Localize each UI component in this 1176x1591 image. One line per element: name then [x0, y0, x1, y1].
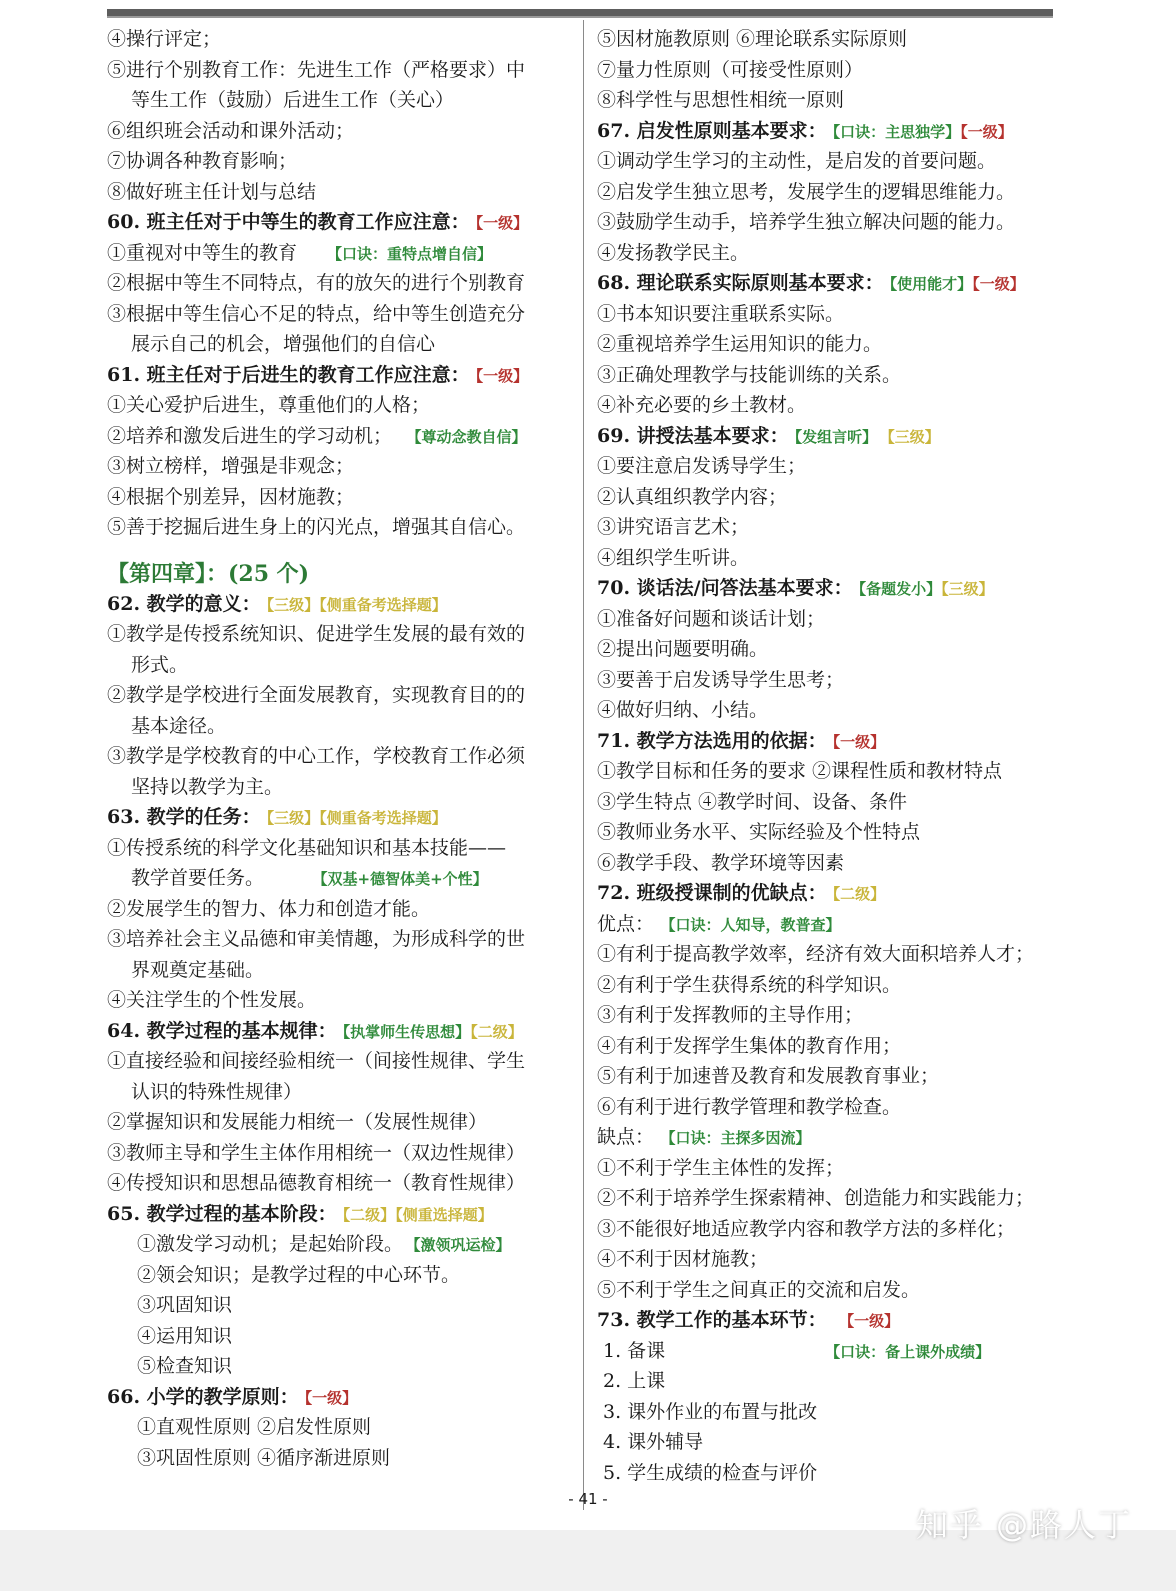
heading-text: 63. 教学的任务：: [107, 806, 261, 828]
text-line: ④组织学生听讲。: [597, 546, 750, 569]
text-line: 展示自己的机会，增强他们的自信心: [131, 333, 436, 355]
text-line: ④发扬教学民主。: [597, 241, 750, 264]
text-line: ④关注学生的个性发展。: [107, 989, 317, 1011]
text-line: ②不利于培养学生探索精神、创造能力和实践能力；: [597, 1187, 1035, 1209]
heading-text: 61. 班主任对于后进生的教育工作应注意：: [107, 363, 470, 386]
line-text: 教学首要任务。: [131, 867, 265, 889]
text-line: [107, 863, 573, 894]
mnemonic-tag: 【使用能才】: [889, 275, 973, 293]
section-heading-65: [107, 1199, 573, 1230]
focus-tag: 【侧重备考选择题】: [319, 809, 447, 827]
text-line: ②重视培养学生运用知识的能力。: [597, 333, 883, 355]
text-line: 5. 学生成绩的检查与评价: [603, 1461, 818, 1484]
text-line: 2. 上课: [603, 1370, 666, 1392]
heading-text: 69. 讲授法基本要求：: [597, 424, 789, 447]
text-line: ⑥有利于进行教学管理和教学检查。: [597, 1095, 902, 1118]
text-line: ④做好归纳、小结。: [597, 699, 769, 721]
level-tag: 【一级】: [475, 366, 529, 385]
text-line: ①教学目标和任务的要求 ②课程性质和教材特点: [597, 760, 1003, 782]
heading-text: 64. 教学过程的基本规律：: [107, 1019, 337, 1042]
text-line: [107, 421, 573, 452]
mnemonic-tag: 【双基+德智体美+个性】: [320, 870, 488, 888]
text-line: ④操行评定；: [107, 28, 222, 50]
text-line: [597, 909, 1067, 940]
chapter-heading: 【第四章】：(25 个): [107, 560, 310, 587]
text-line: ⑤有利于加速普及教育和发展教育事业；: [597, 1065, 940, 1087]
text-line: ③教师主导和学生主体作用相统一（双边性规律）: [107, 1141, 526, 1164]
level-tag: 【三级】: [266, 809, 320, 827]
section-heading-70: [597, 573, 1067, 604]
text-line: ③学生特点 ④教学时间、设备、条件: [597, 790, 908, 813]
level-tag: 【三级】: [941, 580, 994, 598]
line-text: 1. 备课: [603, 1339, 666, 1362]
section-heading-60: [107, 207, 573, 238]
text-line: ②提出问题要明确。: [597, 638, 769, 660]
mnemonic-tag: 【备题发小】: [858, 580, 942, 598]
page-number: - 41 -: [568, 1490, 608, 1508]
text-line: ②认真组织教学内容；: [597, 485, 788, 508]
mnemonic-tag: 【口诀：备上课外成绩】: [825, 1342, 991, 1361]
text-line: ①直接经验和间接经验相统一（间接性规律、学生: [107, 1050, 526, 1072]
level-tag: 【三级】: [887, 427, 940, 446]
line-text: 优点：: [597, 912, 655, 935]
right-column: [597, 24, 1067, 1488]
section-heading-64: [107, 1016, 573, 1047]
text-line: ④运用知识: [137, 1324, 233, 1347]
text-line: ②掌握知识和发展能力相统一（发展性规律）: [107, 1111, 488, 1133]
text-line: ④根据个别差异，因材施教；: [107, 485, 355, 508]
mnemonic-tag: 【口诀：主探多因流】: [668, 1129, 811, 1147]
heading-text: 71. 教学方法选用的依据：: [597, 729, 827, 752]
text-line: ③根据中等生信心不足的特点，给中等生创造充分: [107, 302, 526, 325]
mnemonic-tag: 【口诀：人知导，教普查】: [668, 915, 841, 934]
heading-text: 65. 教学过程的基本阶段：: [107, 1202, 337, 1225]
section-heading-67: [597, 116, 1067, 147]
section-heading-69: [597, 421, 1067, 452]
mnemonic-tag: 【激领巩运检】: [413, 1236, 511, 1254]
section-heading-72: [597, 878, 1067, 909]
mnemonic-tag: 【口诀：主思独学】: [832, 122, 961, 141]
heading-text: 62. 教学的意义：: [107, 592, 261, 615]
heading-text: 73. 教学工作的基本环节：: [597, 1309, 827, 1331]
text-line: ④传授知识和思想品德教育相统一（教育性规律）: [107, 1172, 526, 1194]
text-line: ①传授系统的科学文化基础知识和基本技能——: [107, 836, 507, 859]
text-line: ③培养社会主义品德和审美情趣，为形成科学的世: [107, 928, 526, 950]
text-line: ⑤进行个别教育工作：先进生工作（严格要求）中: [107, 58, 526, 81]
mnemonic-tag: 【口诀：重特点增自信】: [327, 244, 493, 263]
text-line: ⑥组织班会活动和课外活动；: [107, 119, 355, 142]
section-heading-73: [597, 1305, 1067, 1336]
text-line: ⑥教学手段、教学环境等因素: [597, 851, 845, 874]
text-line: ①准备好问题和谈话计划；: [597, 607, 826, 630]
level-tag: 【一级】: [960, 122, 1013, 141]
text-line: ①直观性原则 ②启发性原则: [137, 1416, 372, 1438]
text-line: 基本途径。: [131, 714, 227, 737]
heading-text: 72. 班级授课制的优缺点：: [597, 882, 827, 904]
text-line: ⑤因材施教原则 ⑥理论联系实际原则: [597, 28, 908, 50]
level-tag: 【一级】: [972, 275, 1025, 293]
line-text: ②培养和激发后进生的学习动机；: [107, 424, 393, 447]
level-tag: 【一级】: [832, 732, 886, 751]
text-line: ③树立榜样，增强是非观念；: [107, 455, 355, 477]
text-line: ①书本知识要注重联系实际。: [597, 302, 845, 325]
level-tag: 【三级】: [266, 595, 320, 614]
text-line: ⑤检查知识: [137, 1355, 233, 1377]
text-line: ③正确处理教学与技能训练的关系。: [597, 363, 902, 386]
mnemonic-tag: 【执掌师生传思想】: [342, 1022, 471, 1041]
text-line: ③要善于启发诱导学生思考；: [597, 668, 845, 691]
text-line: ①要注意启发诱导学生；: [597, 455, 807, 477]
heading-text: 68. 理论联系实际原则基本要求：: [597, 272, 884, 294]
level-tag: 【一级】: [304, 1388, 358, 1407]
text-line: [597, 1336, 1067, 1367]
text-line: ③鼓励学生动手，培养学生独立解决问题的能力。: [597, 211, 1016, 233]
text-line: 坚持以教学为主。: [131, 775, 284, 798]
level-tag: 【一级】: [475, 214, 529, 232]
mnemonic-tag: 【发组言听】: [794, 427, 878, 446]
level-tag: 【一级】: [846, 1312, 900, 1330]
heading-text: 60. 班主任对于中等生的教育工作应注意：: [107, 211, 470, 233]
text-line: ①教学是传授系统知识、促进学生发展的最有效的: [107, 623, 526, 645]
text-line: ③教学是学校教育的中心工作，学校教育工作必须: [107, 745, 526, 767]
text-line: ①不利于学生主体性的发挥；: [597, 1156, 845, 1179]
text-line: ⑧科学性与思想性相统一原则: [597, 89, 845, 111]
text-line: ①调动学生学习的主动性，是启发的首要问题。: [597, 150, 997, 172]
mnemonic-tag: 【尊动念教自信】: [414, 427, 527, 446]
text-line: ⑦协调各种教育影响；: [107, 150, 298, 172]
text-line: ③不能很好地适应教学内容和教学方法的多样化；: [597, 1217, 1016, 1240]
heading-text: 70. 谈话法/问答法基本要求：: [597, 577, 853, 599]
focus-tag: 【侧重选择题】: [395, 1205, 493, 1224]
section-heading-61: [107, 360, 573, 391]
text-line: ①有利于提高教学效率，经济有效大面积培养人才；: [597, 943, 1035, 965]
line-text: ①激发学习动机；是起始阶段。: [137, 1233, 404, 1255]
level-tag: 【二级】: [832, 885, 886, 903]
text-line: [597, 1122, 1067, 1153]
text-line: ③有利于发挥教师的主导作用；: [597, 1004, 864, 1026]
text-line: ②启发学生独立思考，发展学生的逻辑思维能力。: [597, 180, 1016, 203]
text-line: 等生工作（鼓励）后进生工作（关心）: [131, 89, 455, 111]
text-line: [107, 1229, 573, 1260]
text-line: ④不利于因材施教；: [597, 1248, 769, 1270]
text-line: ⑤不利于学生之间真正的交流和启发。: [597, 1278, 921, 1301]
text-line: ③巩固性原则 ④循序渐进原则: [137, 1446, 391, 1469]
text-line: 3. 课外作业的布置与批改: [603, 1400, 818, 1423]
text-line: ②领会知识；是教学过程的中心环节。: [137, 1263, 461, 1286]
text-line: ⑤教师业务水平、实际经验及个性特点: [597, 821, 921, 843]
section-heading-68: [597, 268, 1067, 299]
text-line: 形式。: [131, 653, 189, 676]
left-column: [107, 24, 573, 1473]
section-heading-62: [107, 589, 573, 620]
text-line: ②发展学生的智力、体力和创造才能。: [107, 897, 431, 920]
text-line: ④补充必要的乡土教材。: [597, 394, 807, 416]
watermark: 知乎 @路人丁: [915, 1506, 1132, 1544]
text-line: ②根据中等生不同特点，有的放矢的进行个别教育: [107, 272, 526, 294]
text-line: 4. 课外辅导: [603, 1431, 704, 1453]
text-line: 认识的特殊性规律）: [131, 1080, 303, 1103]
section-heading-71: [597, 726, 1067, 757]
section-heading-66: [107, 1382, 573, 1413]
text-line: ①关心爱护后进生，尊重他们的人格；: [107, 394, 431, 416]
line-text: ①重视对中等生的教育: [107, 241, 298, 264]
level-tag: 【二级】: [342, 1205, 396, 1224]
text-line: ⑧做好班主任计划与总结: [107, 180, 317, 203]
heading-text: 66. 小学的教学原则：: [107, 1385, 299, 1408]
column-divider: [583, 20, 584, 1510]
top-rule: [107, 9, 1053, 18]
text-line: ②教学是学校进行全面发展教育，实现教育目的的: [107, 684, 526, 706]
text-line: 界观奠定基础。: [131, 958, 265, 981]
line-text: 缺点：: [597, 1126, 655, 1148]
text-line: ⑤善于挖掘后进生身上的闪光点，增强其自信心。: [107, 516, 526, 538]
focus-tag: 【侧重备考选择题】: [319, 595, 447, 614]
text-line: ⑦量力性原则（可接受性原则）: [597, 58, 864, 81]
text-line: ②有利于学生获得系统的科学知识。: [597, 973, 902, 996]
text-line: ④有利于发挥学生集体的教育作用；: [597, 1034, 902, 1057]
level-tag: 【二级】: [470, 1022, 523, 1041]
heading-text: 67. 启发性原则基本要求：: [597, 119, 827, 142]
text-line: [107, 238, 573, 269]
text-line: ③巩固知识: [137, 1294, 233, 1316]
text-line: ③讲究语言艺术；: [597, 516, 750, 538]
section-heading-63: [107, 802, 573, 833]
